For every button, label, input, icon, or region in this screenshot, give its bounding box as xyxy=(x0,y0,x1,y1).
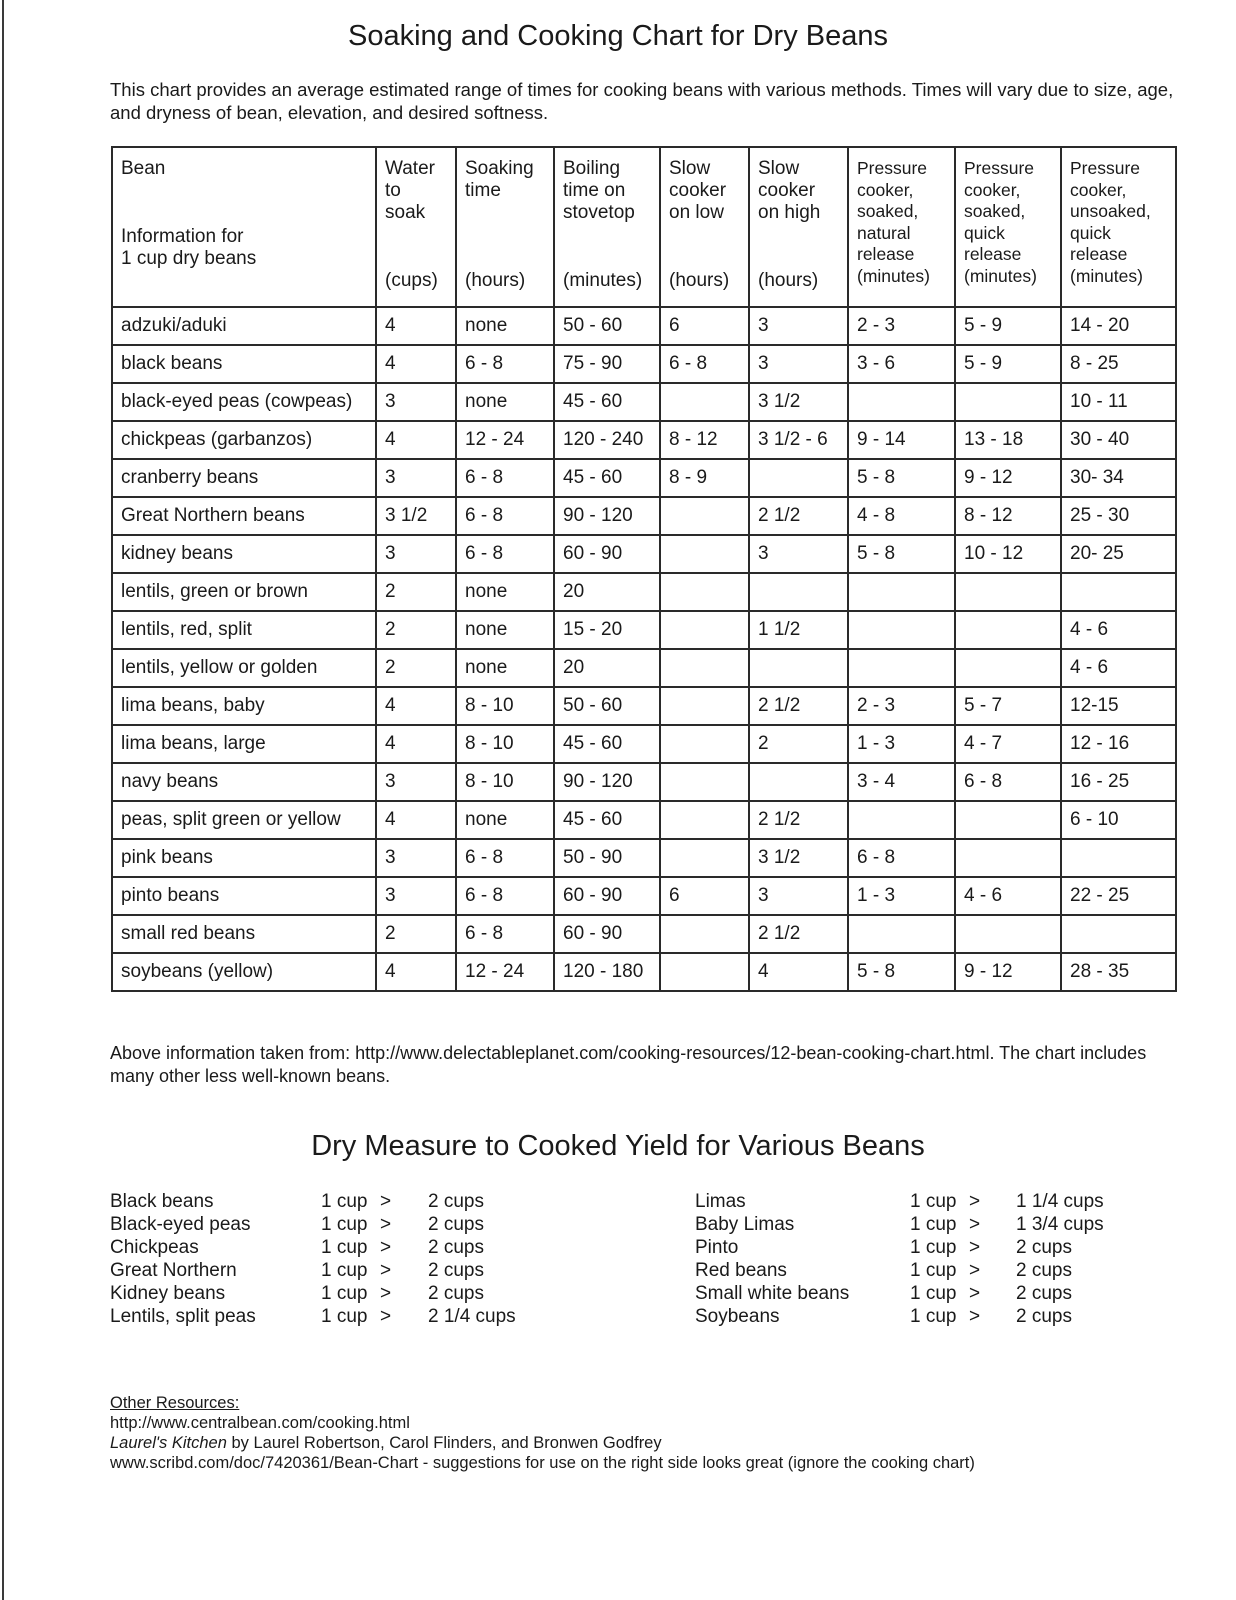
yield-bean: Kidney beans xyxy=(110,1283,226,1304)
yield-dry-measure: 1 cup xyxy=(321,1237,368,1258)
yield-cooked-amount: 2 cups xyxy=(1016,1260,1072,1281)
bean-name-cell: lima beans, large xyxy=(112,725,376,763)
yield-arrow: > xyxy=(380,1237,392,1258)
yield-arrow: > xyxy=(969,1306,981,1327)
yield-dry-measure: 1 cup xyxy=(321,1260,368,1281)
table-cell: 20 xyxy=(554,649,660,687)
table-cell: 1 1/2 xyxy=(749,611,848,649)
table-cell: 6 - 8 xyxy=(456,877,554,915)
header-label: Slow cooker on low xyxy=(669,158,727,223)
yield-bean: Black beans xyxy=(110,1191,214,1212)
table-cell: 8 - 10 xyxy=(456,725,554,763)
yield-bean: Chickpeas xyxy=(110,1237,199,1258)
table-cell: 120 - 180 xyxy=(554,953,660,991)
header-soaking xyxy=(456,147,554,307)
table-cell xyxy=(955,915,1061,953)
yield-row xyxy=(110,1236,610,1259)
table-cell: 6 - 8 xyxy=(456,839,554,877)
table-cell: 2 - 3 xyxy=(848,687,955,725)
table-cell xyxy=(660,915,749,953)
table-cell: 3 - 4 xyxy=(848,763,955,801)
bean-name-cell: black beans xyxy=(112,345,376,383)
bean-name-cell: pink beans xyxy=(112,839,376,877)
table-cell: 2 xyxy=(376,915,456,953)
table-cell: 6 xyxy=(660,307,749,345)
yield-bean: Soybeans xyxy=(695,1306,780,1327)
yield-dry-measure: 1 cup xyxy=(910,1306,957,1327)
yield-arrow: > xyxy=(380,1306,392,1327)
yield-dry-measure: 1 cup xyxy=(321,1191,368,1212)
table-cell: 20- 25 xyxy=(1061,535,1176,573)
table-cell: 6 - 8 xyxy=(456,915,554,953)
table-cell: 2 xyxy=(749,725,848,763)
table-cell: 30 - 40 xyxy=(1061,421,1176,459)
yield-arrow: > xyxy=(969,1237,981,1258)
yield-row xyxy=(110,1213,610,1236)
bean-name-cell: black-eyed peas (cowpeas) xyxy=(112,383,376,421)
table-cell: 6 - 8 xyxy=(456,345,554,383)
table-row xyxy=(112,345,1176,383)
bean-name-cell: lentils, yellow or golden xyxy=(112,649,376,687)
resource-link-centralbean[interactable]: http://www.centralbean.com/cooking.html xyxy=(110,1414,410,1432)
intro-paragraph: This chart provides an average estimated range of times for cooking beans with various methods. Times will vary due to size, age, and dryness of bean, elevation, and desired softness. xyxy=(110,79,1174,123)
yield-bean: Great Northern xyxy=(110,1260,237,1281)
yield-row xyxy=(110,1282,610,1305)
yield-dry-measure: 1 cup xyxy=(910,1237,957,1258)
table-cell: 28 - 35 xyxy=(1061,953,1176,991)
bean-name-cell: Great Northern beans xyxy=(112,497,376,535)
resource-book xyxy=(110,1433,975,1453)
table-cell: 4 xyxy=(376,307,456,345)
table-cell: 4 xyxy=(376,687,456,725)
yield-arrow: > xyxy=(969,1214,981,1235)
table-cell: 8 - 10 xyxy=(456,687,554,725)
bean-name-cell: lentils, red, split xyxy=(112,611,376,649)
yield-dry-measure: 1 cup xyxy=(321,1214,368,1235)
table-cell: 3 1/2 xyxy=(749,383,848,421)
table-cell: 4 xyxy=(749,953,848,991)
table-cell: 4 xyxy=(376,421,456,459)
header-label: Slow cooker on high xyxy=(758,158,821,223)
table-cell xyxy=(660,687,749,725)
table-header-row xyxy=(112,147,1176,307)
table-cell: 3 xyxy=(376,877,456,915)
header-bean xyxy=(112,147,376,307)
table-cell: 3 xyxy=(749,535,848,573)
header-label: Pressure cooker, soaked, quick release (minutes) xyxy=(964,158,1037,286)
bean-name-cell: cranberry beans xyxy=(112,459,376,497)
bean-name-cell: kidney beans xyxy=(112,535,376,573)
table-cell: 12 - 16 xyxy=(1061,725,1176,763)
header-bean-sub: Information for 1 cup dry beans xyxy=(121,226,257,269)
yield-cooked-amount: 2 cups xyxy=(428,1214,484,1235)
table-cell: 20 xyxy=(554,573,660,611)
table-cell: none xyxy=(456,573,554,611)
table-cell: 6 - 8 xyxy=(955,763,1061,801)
yield-cooked-amount: 2 cups xyxy=(428,1260,484,1281)
table-cell xyxy=(660,611,749,649)
yield-cooked-amount: 2 1/4 cups xyxy=(428,1306,516,1327)
header-bean-label: Bean xyxy=(121,158,166,179)
table-cell: 6 - 8 xyxy=(456,497,554,535)
yield-cooked-amount: 2 cups xyxy=(428,1191,484,1212)
table-cell: 3 1/2 xyxy=(749,839,848,877)
table-cell: 12 - 24 xyxy=(456,421,554,459)
table-row xyxy=(112,611,1176,649)
yield-list-right xyxy=(695,1190,1215,1328)
yield-cooked-amount: 2 cups xyxy=(428,1237,484,1258)
bean-name-cell: peas, split green or yellow xyxy=(112,801,376,839)
header-slow-high xyxy=(749,147,848,307)
table-cell: 5 - 9 xyxy=(955,307,1061,345)
yield-cooked-amount: 1 3/4 cups xyxy=(1016,1214,1104,1235)
yield-row xyxy=(695,1236,1215,1259)
yield-dry-measure: 1 cup xyxy=(321,1283,368,1304)
table-cell: 4 - 8 xyxy=(848,497,955,535)
table-cell: 5 - 8 xyxy=(848,459,955,497)
table-cell: 2 1/2 xyxy=(749,497,848,535)
table-cell: 2 1/2 xyxy=(749,687,848,725)
yield-cooked-amount: 2 cups xyxy=(1016,1237,1072,1258)
table-cell: 3 xyxy=(376,459,456,497)
table-cell xyxy=(749,649,848,687)
table-cell: 14 - 20 xyxy=(1061,307,1176,345)
table-cell: 60 - 90 xyxy=(554,915,660,953)
table-cell xyxy=(660,953,749,991)
yield-cooked-amount: 2 cups xyxy=(1016,1306,1072,1327)
table-cell: 13 - 18 xyxy=(955,421,1061,459)
table-cell: 22 - 25 xyxy=(1061,877,1176,915)
table-cell: 4 xyxy=(376,953,456,991)
yield-list-left xyxy=(110,1190,610,1328)
table-row xyxy=(112,687,1176,725)
yield-dry-measure: 1 cup xyxy=(910,1260,957,1281)
table-cell: 16 - 25 xyxy=(1061,763,1176,801)
table-cell: 8 - 10 xyxy=(456,763,554,801)
table-cell xyxy=(848,611,955,649)
yield-row xyxy=(110,1190,610,1213)
table-cell: 5 - 7 xyxy=(955,687,1061,725)
table-cell: none xyxy=(456,307,554,345)
table-cell: 4 - 6 xyxy=(955,877,1061,915)
table-row xyxy=(112,497,1176,535)
yield-bean: Limas xyxy=(695,1191,746,1212)
table-row xyxy=(112,307,1176,345)
table-cell: 45 - 60 xyxy=(554,383,660,421)
table-cell: 10 - 12 xyxy=(955,535,1061,573)
table-cell: 4 - 7 xyxy=(955,725,1061,763)
bean-name-cell: navy beans xyxy=(112,763,376,801)
table-cell xyxy=(1061,573,1176,611)
header-label: Soaking time xyxy=(465,158,534,201)
table-cell: 50 - 60 xyxy=(554,307,660,345)
yield-bean: Lentils, split peas xyxy=(110,1306,256,1327)
yield-arrow: > xyxy=(969,1191,981,1212)
header-label: Pressure cooker, unsoaked, quick release (minutes) xyxy=(1070,158,1151,286)
table-cell: 60 - 90 xyxy=(554,535,660,573)
bean-name-cell: pinto beans xyxy=(112,877,376,915)
table-cell: 5 - 8 xyxy=(848,535,955,573)
table-cell xyxy=(660,839,749,877)
yield-row xyxy=(695,1259,1215,1282)
yield-bean: Pinto xyxy=(695,1237,739,1258)
table-cell: 8 - 12 xyxy=(955,497,1061,535)
table-cell: 2 xyxy=(376,573,456,611)
table-cell: 1 - 3 xyxy=(848,877,955,915)
header-unit: (minutes) xyxy=(563,270,643,291)
header-label: Pressure cooker, soaked, natural release (minutes) xyxy=(857,158,930,286)
table-cell xyxy=(660,383,749,421)
table-cell: 15 - 20 xyxy=(554,611,660,649)
table-cell: 3 xyxy=(376,839,456,877)
table-cell: 4 - 6 xyxy=(1061,611,1176,649)
table-cell: 6 xyxy=(660,877,749,915)
table-row xyxy=(112,877,1176,915)
table-cell: 2 xyxy=(376,611,456,649)
table-row xyxy=(112,459,1176,497)
yield-arrow: > xyxy=(969,1283,981,1304)
table-cell: 6 - 8 xyxy=(456,535,554,573)
table-cell: none xyxy=(456,649,554,687)
table-cell: 8 - 25 xyxy=(1061,345,1176,383)
yield-cooked-amount: 1 1/4 cups xyxy=(1016,1191,1104,1212)
table-cell: 45 - 60 xyxy=(554,725,660,763)
table-cell xyxy=(660,801,749,839)
table-body xyxy=(112,307,1176,991)
table-cell xyxy=(749,573,848,611)
table-cell xyxy=(848,383,955,421)
yield-bean: Black-eyed peas xyxy=(110,1214,251,1235)
table-cell: 10 - 11 xyxy=(1061,383,1176,421)
header-pressure-unsoaked xyxy=(1061,147,1176,307)
table-cell: 9 - 12 xyxy=(955,459,1061,497)
table-cell: 4 xyxy=(376,345,456,383)
table-cell: 3 xyxy=(749,877,848,915)
header-unit: (hours) xyxy=(669,270,730,291)
header-unit: (cups) xyxy=(385,270,438,291)
table-cell: 3 xyxy=(376,383,456,421)
table-cell: none xyxy=(456,383,554,421)
header-boiling xyxy=(554,147,660,307)
table-cell xyxy=(1061,915,1176,953)
bean-cooking-table xyxy=(111,146,1177,992)
table-cell xyxy=(660,535,749,573)
yield-row xyxy=(110,1259,610,1282)
table-row xyxy=(112,763,1176,801)
table-cell: 4 xyxy=(376,801,456,839)
table-cell: 6 - 8 xyxy=(848,839,955,877)
resource-link-scribd[interactable]: www.scribd.com/doc/7420361/Bean-Chart - suggestions for use on the right side looks great (ignore the cooking chart) xyxy=(110,1454,975,1472)
table-cell: 3 xyxy=(376,535,456,573)
table-cell: 12-15 xyxy=(1061,687,1176,725)
header-pressure-quick xyxy=(955,147,1061,307)
table-cell: 2 1/2 xyxy=(749,915,848,953)
bean-name-cell: chickpeas (garbanzos) xyxy=(112,421,376,459)
table-cell: 90 - 120 xyxy=(554,763,660,801)
table-cell: 4 - 6 xyxy=(1061,649,1176,687)
resource-book-authors: by Laurel Robertson, Carol Flinders, and Bronwen Godfrey xyxy=(226,1434,662,1452)
table-cell: 2 1/2 xyxy=(749,801,848,839)
yield-row xyxy=(695,1305,1215,1328)
header-pressure-natural xyxy=(848,147,955,307)
table-cell: 3 xyxy=(749,307,848,345)
table-cell: 6 - 10 xyxy=(1061,801,1176,839)
other-resources xyxy=(110,1393,975,1473)
source-note: Above information taken from: http://www.delectableplanet.com/cooking-resources/12-bean-cooking-chart.html. The chart includes many other less well-known beans. xyxy=(110,1043,1147,1086)
table-cell: 60 - 90 xyxy=(554,877,660,915)
table-cell xyxy=(1061,839,1176,877)
table-cell xyxy=(749,459,848,497)
table-cell: 12 - 24 xyxy=(456,953,554,991)
table-cell: 90 - 120 xyxy=(554,497,660,535)
table-cell: 75 - 90 xyxy=(554,345,660,383)
table-cell: 3 - 6 xyxy=(848,345,955,383)
table-row xyxy=(112,573,1176,611)
yield-arrow: > xyxy=(380,1283,392,1304)
table-cell xyxy=(955,573,1061,611)
table-cell: 6 - 8 xyxy=(456,459,554,497)
table-row xyxy=(112,953,1176,991)
table-cell xyxy=(660,573,749,611)
table-cell: 2 xyxy=(376,649,456,687)
yield-arrow: > xyxy=(969,1260,981,1281)
yield-row xyxy=(695,1190,1215,1213)
resources-heading: Other Resources: xyxy=(110,1394,240,1412)
table-cell: 3 1/2 xyxy=(376,497,456,535)
table-cell xyxy=(660,497,749,535)
yield-bean: Baby Limas xyxy=(695,1214,795,1235)
table-row xyxy=(112,383,1176,421)
yield-row xyxy=(110,1305,610,1328)
table-cell: 50 - 60 xyxy=(554,687,660,725)
table-cell xyxy=(955,611,1061,649)
yield-bean: Small white beans xyxy=(695,1283,850,1304)
yield-dry-measure: 1 cup xyxy=(910,1191,957,1212)
table-cell: none xyxy=(456,801,554,839)
table-cell: 9 - 12 xyxy=(955,953,1061,991)
table-cell: 45 - 60 xyxy=(554,459,660,497)
table-row xyxy=(112,725,1176,763)
bean-name-cell: soybeans (yellow) xyxy=(112,953,376,991)
bean-name-cell: adzuki/aduki xyxy=(112,307,376,345)
header-slow-low xyxy=(660,147,749,307)
table-cell xyxy=(660,725,749,763)
resource-book-title: Laurel's Kitchen xyxy=(110,1434,227,1452)
table-cell: 3 xyxy=(749,345,848,383)
yield-dry-measure: 1 cup xyxy=(910,1283,957,1304)
table-cell: 5 - 8 xyxy=(848,953,955,991)
yield-title: Dry Measure to Cooked Yield for Various Beans xyxy=(311,1130,925,1162)
header-unit: (hours) xyxy=(758,270,819,291)
table-cell xyxy=(749,763,848,801)
table-row xyxy=(112,915,1176,953)
table-cell xyxy=(955,839,1061,877)
yield-arrow: > xyxy=(380,1191,392,1212)
table-row xyxy=(112,839,1176,877)
header-label: Boiling time on stovetop xyxy=(563,158,635,223)
table-cell: 45 - 60 xyxy=(554,801,660,839)
table-cell: 6 - 8 xyxy=(660,345,749,383)
table-cell xyxy=(955,801,1061,839)
table-row xyxy=(112,421,1176,459)
table-cell: 2 - 3 xyxy=(848,307,955,345)
yield-cooked-amount: 2 cups xyxy=(1016,1283,1072,1304)
yield-row xyxy=(695,1213,1215,1236)
table-cell: 30- 34 xyxy=(1061,459,1176,497)
table-cell xyxy=(955,649,1061,687)
page-edge-rule xyxy=(2,0,4,1600)
header-label: Water to soak xyxy=(385,158,435,223)
table-cell xyxy=(848,915,955,953)
table-cell xyxy=(848,573,955,611)
page-title: Soaking and Cooking Chart for Dry Beans xyxy=(347,20,888,52)
table-cell xyxy=(955,383,1061,421)
header-unit: (hours) xyxy=(465,270,526,291)
table-cell: 5 - 9 xyxy=(955,345,1061,383)
yield-dry-measure: 1 cup xyxy=(321,1306,368,1327)
table-cell: 50 - 90 xyxy=(554,839,660,877)
bean-name-cell: lentils, green or brown xyxy=(112,573,376,611)
table-cell: 1 - 3 xyxy=(848,725,955,763)
table-cell: 25 - 30 xyxy=(1061,497,1176,535)
table-cell: none xyxy=(456,611,554,649)
table-cell: 8 - 9 xyxy=(660,459,749,497)
table-cell xyxy=(848,649,955,687)
table-cell: 3 xyxy=(376,763,456,801)
yield-cooked-amount: 2 cups xyxy=(428,1283,484,1304)
table-cell xyxy=(660,649,749,687)
table-cell xyxy=(848,801,955,839)
yield-bean: Red beans xyxy=(695,1260,787,1281)
table-cell: 120 - 240 xyxy=(554,421,660,459)
header-water xyxy=(376,147,456,307)
yield-arrow: > xyxy=(380,1260,392,1281)
table-row xyxy=(112,649,1176,687)
yield-row xyxy=(695,1282,1215,1305)
table-cell: 3 1/2 - 6 xyxy=(749,421,848,459)
yield-arrow: > xyxy=(380,1214,392,1235)
table-row xyxy=(112,535,1176,573)
table-row xyxy=(112,801,1176,839)
yield-dry-measure: 1 cup xyxy=(910,1214,957,1235)
table-cell: 9 - 14 xyxy=(848,421,955,459)
bean-name-cell: small red beans xyxy=(112,915,376,953)
bean-name-cell: lima beans, baby xyxy=(112,687,376,725)
table-cell: 8 - 12 xyxy=(660,421,749,459)
table-cell: 4 xyxy=(376,725,456,763)
table-cell xyxy=(660,763,749,801)
